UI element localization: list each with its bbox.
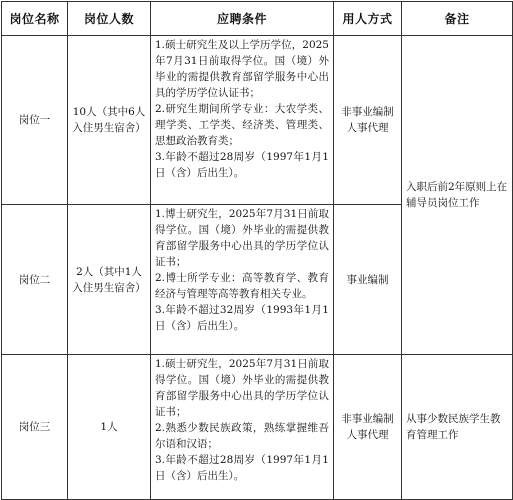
table-header-row: [2, 2, 513, 36]
position-count: 1人: [68, 355, 151, 500]
employment-type: 非事业编制人事代理: [334, 36, 402, 205]
remarks-cell: 从事少数民族学生教育管理工作: [402, 355, 513, 500]
requirements-cell: [151, 355, 334, 500]
requirement-item: 3.年龄不超过32周岁（1993年1月1日（含）后出生）。: [155, 304, 329, 332]
requirement-item: 1.硕士研究生及以上学历学位，2025年7月31日前取得学位。国（境）外毕业的需提供教育部留学服务中心出具的学历学位认证书；: [155, 39, 329, 99]
requirement-item: 1.博士研究生，2025年7月31日前取得学位。国（境）外毕业的需提供教育部留学服务中心出具的学历学位认证书；: [155, 208, 329, 268]
position-count: 10人（其中6人入住男生宿舍）: [68, 36, 151, 205]
header-remarks: 备注: [402, 2, 513, 36]
requirement-item: 2.熟悉少数民族政策，熟练掌握维吾尔语和汉语；: [155, 422, 329, 450]
requirement-item: 2.研究生期间所学专业：大农学类、理学类、工学类、经济类、管理类、思想政治教育类；: [155, 103, 329, 147]
requirement-item: 3.年龄不超过28周岁（1997年1月1日（含）后出生）。: [155, 151, 329, 179]
header-requirements: 应聘条件: [151, 2, 334, 36]
requirement-item: 2.博士所学专业：高等教育学、教育经济与管理等高等教育相关专业。: [155, 272, 329, 300]
requirements-cell: [151, 36, 334, 205]
requirement-item: 1.硕士研究生，2025年7月31日前取得学位。国（境）外毕业的需提供教育部留学服务中心出具的学历学位认证书；: [155, 358, 329, 418]
position-count: 2人（其中1人入住男生宿舍）: [68, 205, 151, 355]
employment-type: 事业编制: [334, 205, 402, 355]
header-employment: 用人方式: [334, 2, 402, 36]
table-row: [2, 36, 513, 205]
header-position: 岗位名称: [2, 2, 68, 36]
position-name: 岗位三: [2, 355, 68, 500]
requirement-item: 3.年龄不超过28周岁（1997年1月1日（含）后出生）。: [155, 454, 329, 482]
position-name: 岗位一: [2, 36, 68, 205]
requirements-cell: [151, 205, 334, 355]
position-name: 岗位二: [2, 205, 68, 355]
table-row: [2, 355, 513, 500]
recruitment-table: [1, 1, 513, 500]
header-count: 岗位人数: [68, 2, 151, 36]
employment-type: 非事业编制人事代理: [334, 355, 402, 500]
remarks-cell: 入职后前2年原则上在辅导员岗位工作: [402, 36, 513, 355]
